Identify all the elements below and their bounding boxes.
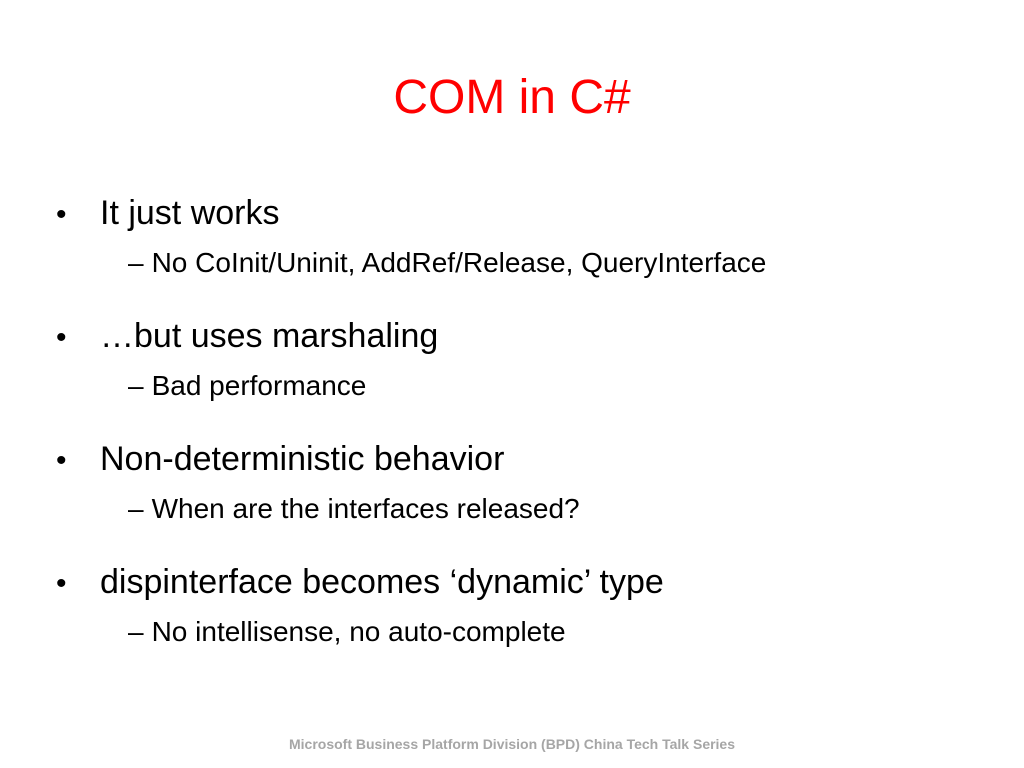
sub-bullet-item [56,366,996,406]
bullet-text: It just works [100,194,280,232]
bullet-group [56,434,996,529]
dash-icon: – [128,247,144,278]
bullet-item [56,557,996,607]
sub-bullet-text: No CoInit/Uninit, AddRef/Release, QueryInterface [151,247,767,278]
bullet-item [56,311,996,361]
bullet-dot-icon: • [56,444,67,477]
dash-icon: – [128,493,144,524]
bullet-text: dispinterface becomes ‘dynamic’ type [100,563,664,601]
bullet-text: Non-deterministic behavior [100,440,505,478]
bullet-dot-icon: • [56,567,67,600]
bullet-item [56,188,996,238]
sub-bullet-item [56,489,996,529]
sub-bullet-text: When are the interfaces released? [151,493,580,524]
bullet-text: …but uses marshaling [100,317,439,355]
bullet-item [56,434,996,484]
bullet-group [56,311,996,406]
sub-bullet-text: Bad performance [151,370,367,401]
dash-icon: – [128,616,144,647]
bullet-dot-icon: • [56,198,67,231]
bullet-list [56,188,996,680]
bullet-group [56,557,996,652]
slide-title: COM in C# [393,71,631,124]
bullet-group [56,188,996,283]
sub-bullet-item [56,243,996,283]
dash-icon: – [128,370,144,401]
sub-bullet-item [56,612,996,652]
bullet-dot-icon: • [56,321,67,354]
sub-bullet-text: No intellisense, no auto-complete [151,616,566,647]
slide-footer: Microsoft Business Platform Division (BPD) China Tech Talk Series [288,736,736,752]
